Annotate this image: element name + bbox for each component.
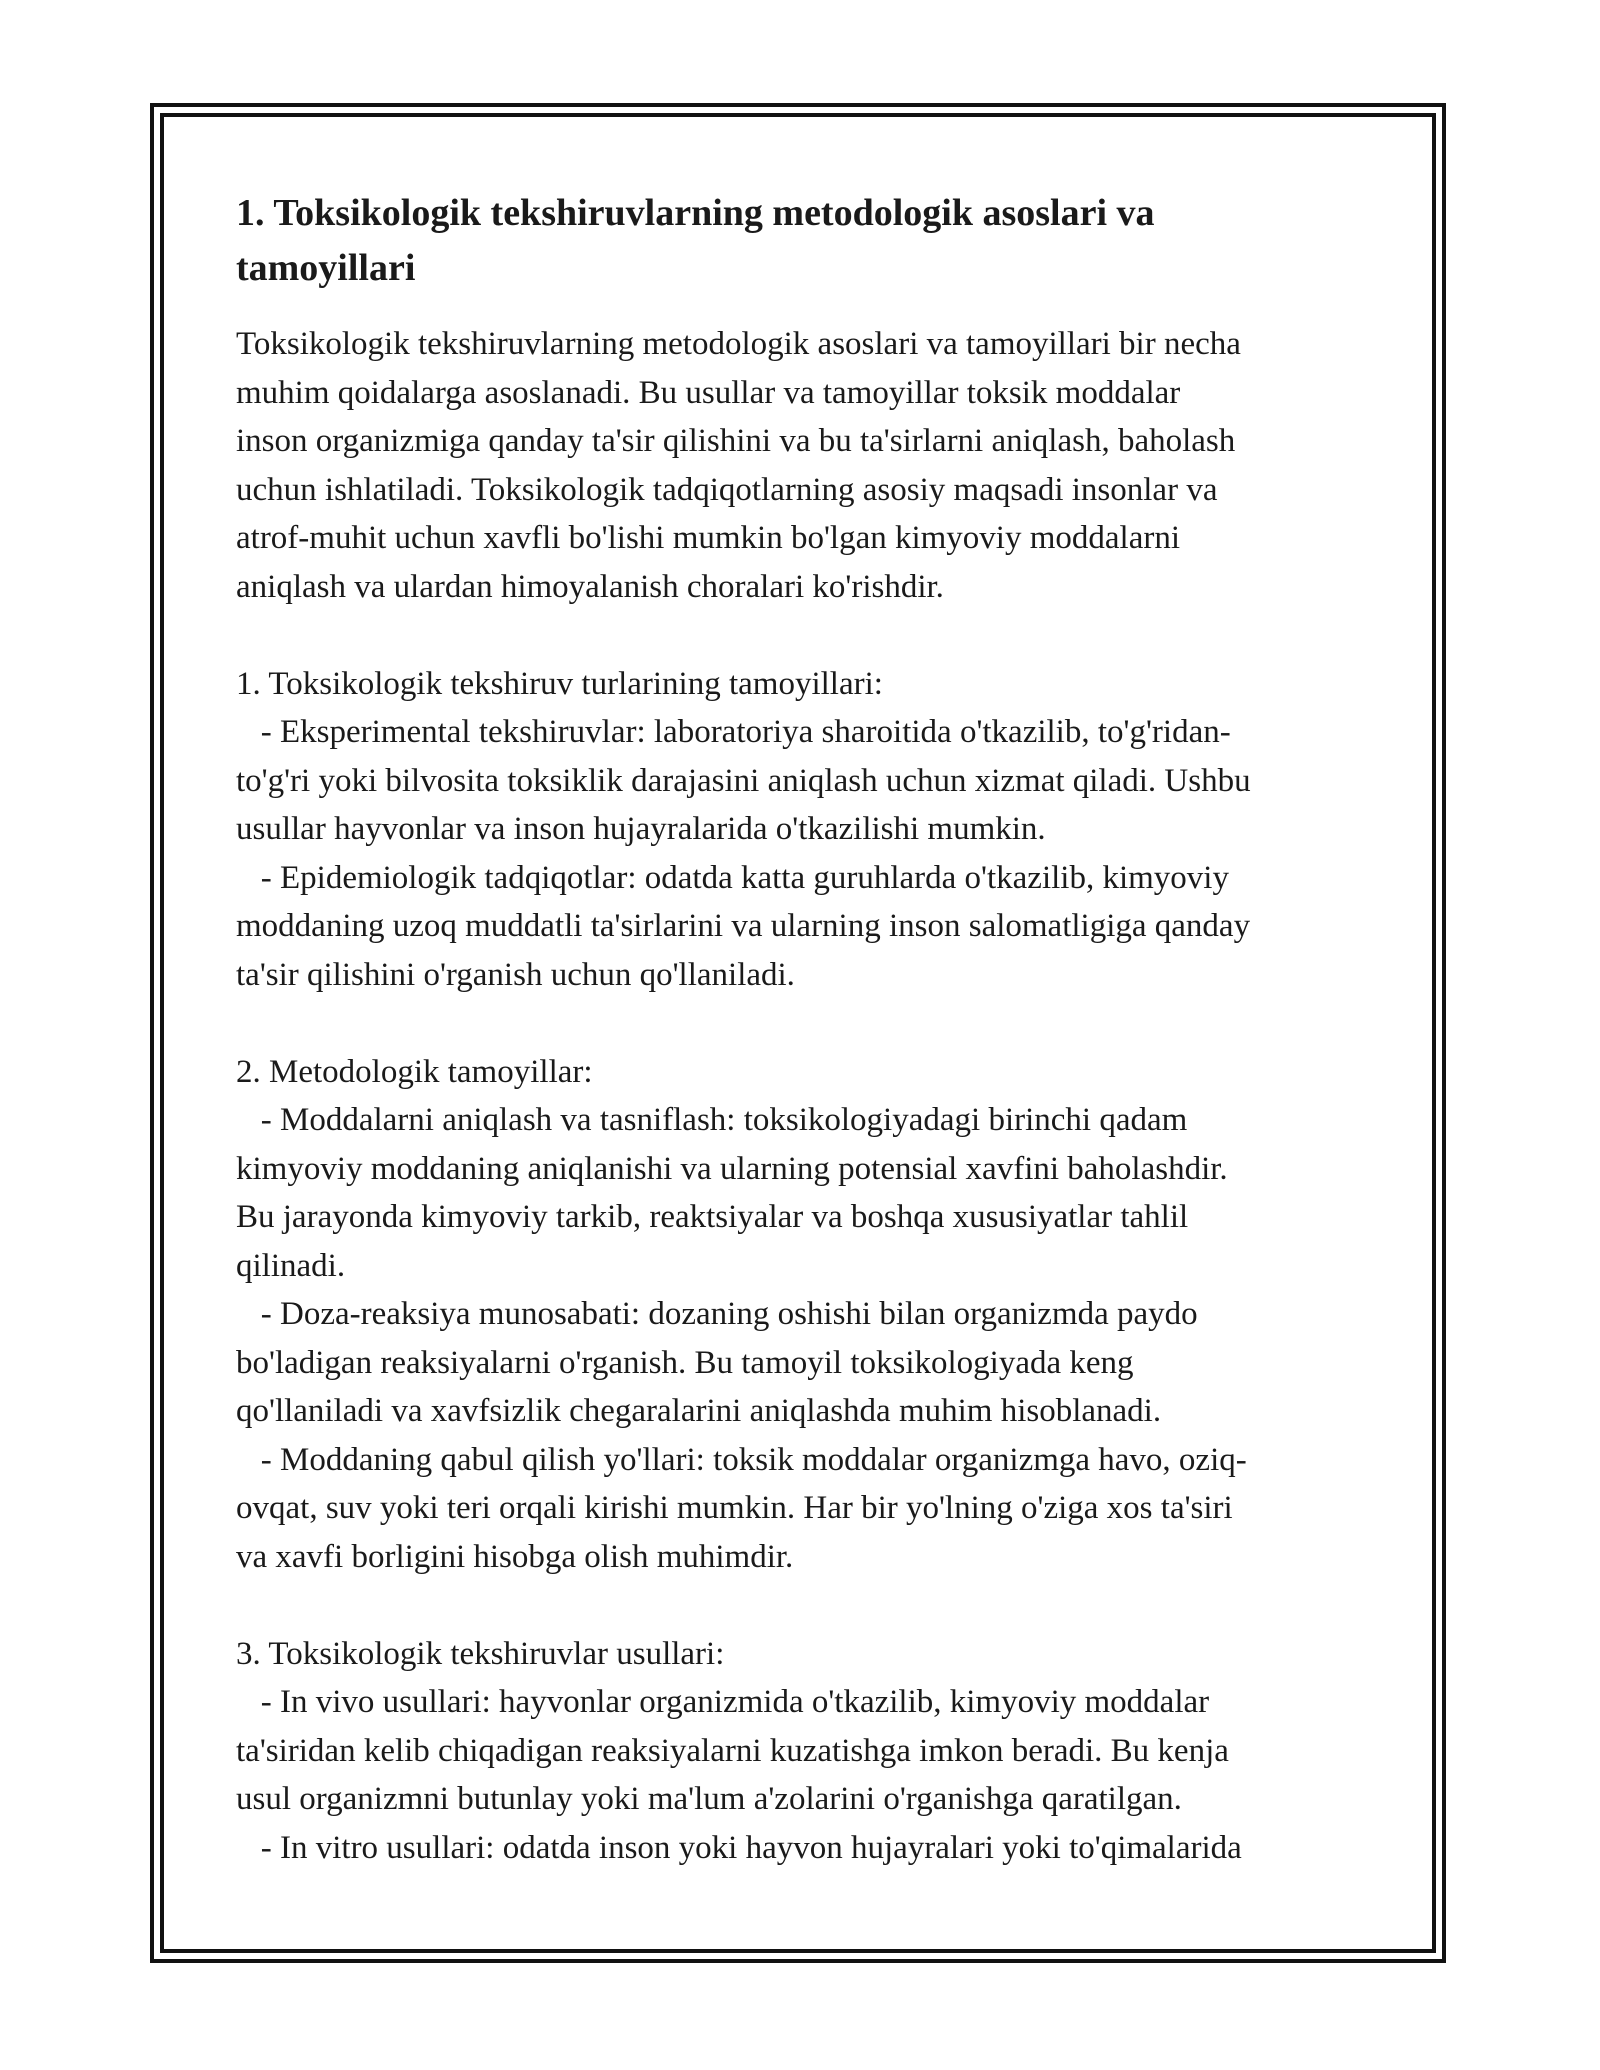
text-line: uchun ishlatiladi. Toksikologik tadqiqotlarning asosiy maqsadi insonlar va (236, 471, 1218, 508)
text-line: Bu jarayonda kimyoviy tarkib, reaktsiyalar va boshqa xususiyatlar tahlil (236, 1199, 1189, 1235)
text-line: moddaning uzoq muddatli ta'sirlarini va ularning inson salomatligiga qanday (236, 908, 1251, 944)
blank-line (236, 999, 1376, 1048)
text-line: - In vivo usullari: hayvonlar organizmida o'tkazilib, kimyoviy moddalar (236, 1684, 1210, 1720)
section-heading-line-2: tamoyillari (236, 247, 416, 289)
text-line: to'g'ri yoki bilvosita toksiklik darajasini aniqlash uchun xizmat qiladi. Ushbu (236, 762, 1251, 799)
text-line: aniqlash va ulardan himoyalanish choralari ko'rishdir. (236, 568, 944, 605)
section-heading (236, 186, 1376, 296)
text-line: - Doza-reaksiya munosabati: dozaning oshishi bilan organizmda paydo (236, 1296, 1198, 1332)
document-body (236, 186, 1376, 1872)
text-line: muhim qoidalarga asoslanadi. Bu usullar va tamoyillar toksik moddalar (236, 374, 1181, 411)
text-line: - Moddalarni aniqlash va tasniflash: toksikologiyadagi birinchi qadam (236, 1102, 1188, 1138)
text-line: usul organizmni butunlay yoki ma'lum a'zolarini o'rganishga qaratilgan. (236, 1781, 1182, 1817)
text-line: - Epidemiologik tadqiqotlar: odatda katta guruhlarda o'tkazilib, kimyoviy (236, 859, 1229, 896)
text-line: ta'sir qilishini o'rganish uchun qo'llaniladi. (236, 956, 795, 993)
text-line: - Eksperimental tekshiruvlar: laboratoriya sharoitida o'tkazilib, to'g'ridan- (236, 714, 1231, 750)
blank-line (236, 1581, 1376, 1630)
text-line: 3. Toksikologik tekshiruvlar usullari: (236, 1635, 725, 1672)
section-heading-line-1: 1. Toksikologik tekshiruvlarning metodologik asoslari va (236, 192, 1155, 234)
text-line: usullar hayvonlar va inson hujayralarida o'tkazilishi mumkin. (236, 811, 1046, 847)
text-line: 1. Toksikologik tekshiruv turlarining tamoyillari: (236, 665, 883, 702)
text-line: qilinadi. (236, 1247, 346, 1284)
text-line: ovqat, suv yoki teri orqali kirishi mumkin. Har bir yo'lning o'ziga xos ta'siri (236, 1490, 1233, 1526)
text-line: kimyoviy moddaning aniqlanishi va ularning potensial xavfini baholashdir. (236, 1150, 1228, 1187)
text-line: qo'llaniladi va xavfsizlik chegaralarini aniqlashda muhim hisoblanadi. (236, 1393, 1162, 1429)
text-line: va xavfi borligini hisobga olish muhimdir. (236, 1538, 794, 1575)
text-line: ta'siridan kelib chiqadigan reaksiyalarni kuzatishga imkon beradi. Bu kenja (236, 1732, 1229, 1769)
text-line: Toksikologik tekshiruvlarning metodologik asoslari va tamoyillari bir necha (236, 326, 1241, 362)
text-line: inson organizmiga qanday ta'sir qilishini va bu ta'sirlarni aniqlash, baholash (236, 423, 1236, 459)
text-line: - In vitro usullari: odatda inson yoki hayvon hujayralari yoki to'qimalarida (236, 1829, 1242, 1866)
text-line: bo'ladigan reaksiyalarni o'rganish. Bu tamoyil toksikologiyada keng (236, 1344, 1134, 1381)
text-line: 2. Metodologik tamoyillar: (236, 1053, 593, 1090)
text-line: - Moddaning qabul qilish yo'llari: toksik moddalar organizmga havo, oziq- (236, 1441, 1247, 1478)
body-text (236, 320, 1376, 1872)
blank-line (236, 611, 1376, 660)
text-line: atrof-muhit uchun xavfli bo'lishi mumkin bo'lgan kimyoviy moddalarni (236, 520, 1181, 556)
